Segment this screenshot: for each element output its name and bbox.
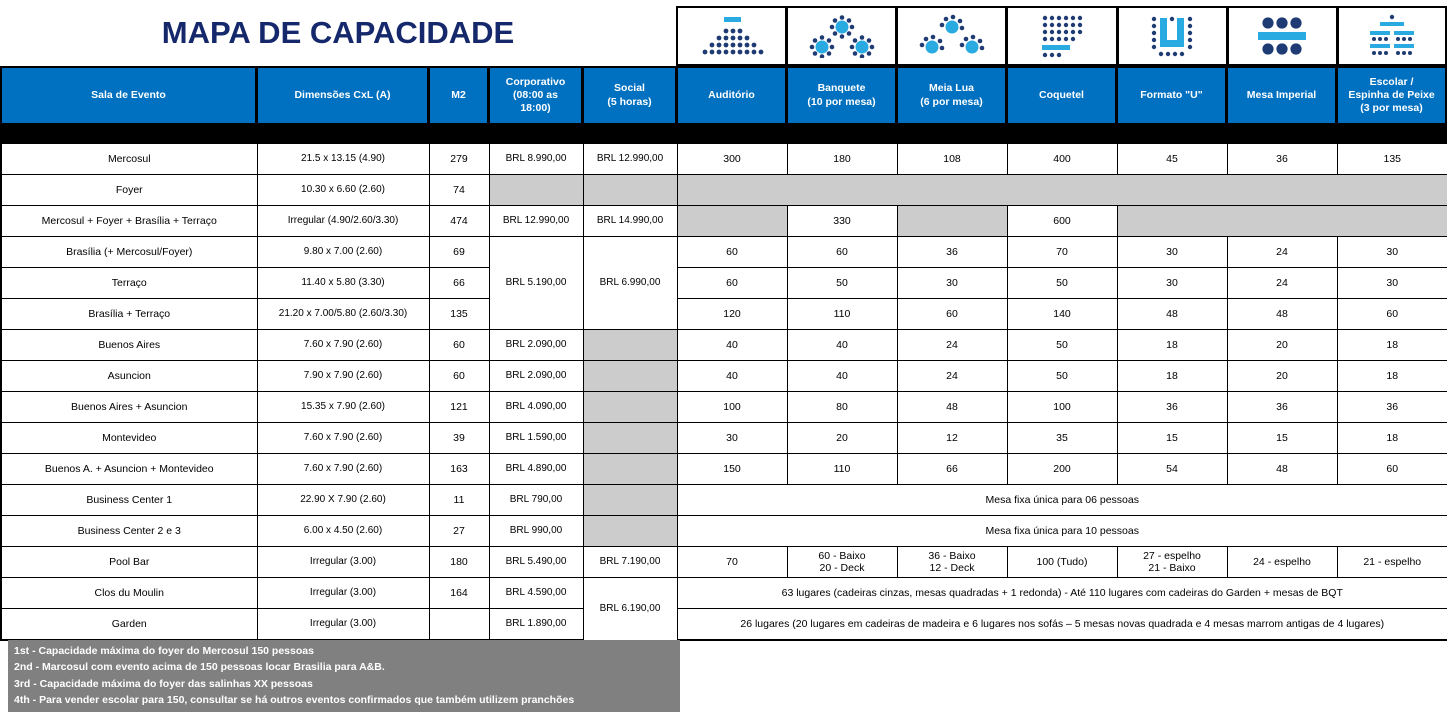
- half-moon-tables-icon: [906, 14, 998, 58]
- auditorium-seating-icon: [686, 15, 778, 57]
- cell-meia-lua: 108: [897, 143, 1007, 175]
- col-header-corporate-line3: 18:00): [520, 102, 551, 115]
- cell-imperial: 15: [1227, 423, 1337, 454]
- cell-auditorio: 300: [677, 143, 787, 175]
- table-row[interactable]: [1, 206, 1447, 237]
- cell-dimensions: 10.30 x 6.60 (2.60): [257, 175, 429, 206]
- cell-meia-lua: [897, 547, 1007, 578]
- cell-room: Brasília (+ Mercosul/Foyer): [1, 237, 257, 268]
- school-fishbone-icon-cell: [1337, 6, 1447, 66]
- table-row[interactable]: [1, 392, 1447, 423]
- cell-social: BRL 7.190,00: [583, 547, 677, 578]
- footnote-1: 1st - Capacidade máxima do foyer do Mercosul 150 pessoas: [14, 645, 314, 657]
- cell-m2: 60: [429, 330, 489, 361]
- cell-formato-u-line1: 27 - espelho: [1143, 549, 1201, 562]
- cell-meia-lua-unavailable: [897, 206, 1007, 237]
- cell-dimensions: Irregular (3.00): [257, 547, 429, 578]
- cell-room: Asuncion: [1, 361, 257, 392]
- cell-capacity-note: Mesa fixa única para 06 pessoas: [677, 485, 1447, 516]
- cell-room: Business Center 2 e 3: [1, 516, 257, 547]
- table-row[interactable]: [1, 143, 1447, 175]
- table-row[interactable]: [1, 454, 1447, 485]
- title-band: [0, 0, 676, 66]
- cell-meia-lua: 48: [897, 392, 1007, 423]
- cell-coquetel: 50: [1007, 330, 1117, 361]
- cell-meia-lua-line1: 36 - Baixo: [928, 549, 976, 562]
- cell-room: Buenos Aires: [1, 330, 257, 361]
- cell-corporate: BRL 5.490,00: [489, 547, 583, 578]
- cell-imperial: 24 - espelho: [1227, 547, 1337, 578]
- cell-m2: 74: [429, 175, 489, 206]
- cell-m2: 121: [429, 392, 489, 423]
- col-header-corporate-line1: Corporativo: [505, 75, 566, 88]
- col-header-escolar[interactable]: [1336, 66, 1447, 125]
- cell-social-unavailable: [583, 454, 677, 485]
- cell-escolar: 21 - espelho: [1337, 547, 1447, 578]
- col-header-coquetel-label: Coquetel: [1039, 88, 1084, 101]
- col-header-formato-u-label: Formato "U": [1140, 88, 1203, 101]
- cell-corporate: BRL 2.090,00: [489, 361, 583, 392]
- cell-social-unavailable: [583, 175, 677, 206]
- table-row[interactable]: [1, 609, 1447, 641]
- table-header-row: [0, 66, 1447, 125]
- cell-room: Brasília + Terraço: [1, 299, 257, 330]
- table-row[interactable]: [1, 268, 1447, 299]
- cell-formato-u: [1117, 547, 1227, 578]
- cell-banquete: 40: [787, 330, 897, 361]
- cell-corporate: BRL 4.890,00: [489, 454, 583, 485]
- cell-m2: 163: [429, 454, 489, 485]
- cell-coquetel: 35: [1007, 423, 1117, 454]
- cell-banquete: [787, 547, 897, 578]
- cell-room: Garden: [1, 609, 257, 641]
- cell-dimensions: 6.00 x 4.50 (2.60): [257, 516, 429, 547]
- cell-formato-u: 48: [1117, 299, 1227, 330]
- cell-coquetel: 400: [1007, 143, 1117, 175]
- cell-m2: [429, 609, 489, 641]
- cell-corporate: BRL 790,00: [489, 485, 583, 516]
- table-row[interactable]: [1, 330, 1447, 361]
- cell-dimensions: 7.60 x 7.90 (2.60): [257, 423, 429, 454]
- col-header-auditorio-label: Auditório: [708, 88, 755, 101]
- cell-dimensions: Irregular (3.00): [257, 609, 429, 641]
- footnotes-panel: [8, 640, 680, 712]
- cell-m2: 164: [429, 578, 489, 609]
- layout-icon-strip: [676, 6, 1447, 66]
- cell-m2: 11: [429, 485, 489, 516]
- cell-corporate: BRL 1.590,00: [489, 423, 583, 454]
- col-header-dimensions-label: Dimensões CxL (A): [294, 88, 391, 101]
- cell-escolar: 30: [1337, 237, 1447, 268]
- cell-coquetel: 140: [1007, 299, 1117, 330]
- cell-auditorio: 40: [677, 361, 787, 392]
- col-header-formato-u[interactable]: [1116, 66, 1226, 125]
- capacity-table: [0, 142, 1447, 641]
- cell-coquetel: 70: [1007, 237, 1117, 268]
- cell-corporate: BRL 990,00: [489, 516, 583, 547]
- cell-formato-u: 18: [1117, 330, 1227, 361]
- col-header-m2[interactable]: [428, 66, 488, 125]
- cell-social: BRL 14.990,00: [583, 206, 677, 237]
- u-shape-table-icon: [1142, 13, 1202, 59]
- cell-coquetel: 200: [1007, 454, 1117, 485]
- table-row[interactable]: [1, 547, 1447, 578]
- table-row[interactable]: [1, 578, 1447, 609]
- cell-auditorio: 120: [677, 299, 787, 330]
- cell-escolar: 30: [1337, 268, 1447, 299]
- auditorium-seating-icon-cell: [676, 6, 786, 66]
- cell-banquete: 50: [787, 268, 897, 299]
- cell-escolar: 18: [1337, 423, 1447, 454]
- table-row[interactable]: [1, 175, 1447, 206]
- cell-dimensions: 7.60 x 7.90 (2.60): [257, 454, 429, 485]
- cell-formato-u: 36: [1117, 392, 1227, 423]
- cell-imperial: 24: [1227, 268, 1337, 299]
- cell-meia-lua: 24: [897, 330, 1007, 361]
- col-header-banquete[interactable]: [786, 66, 896, 125]
- cell-dimensions: 15.35 x 7.90 (2.60): [257, 392, 429, 423]
- cell-auditorio: 40: [677, 330, 787, 361]
- cell-room: Pool Bar: [1, 547, 257, 578]
- cell-social-unavailable: [583, 330, 677, 361]
- cell-formato-u: 54: [1117, 454, 1227, 485]
- cell-dimensions: Irregular (3.00): [257, 578, 429, 609]
- cell-formato-u: 30: [1117, 237, 1227, 268]
- cell-imperial: 36: [1227, 143, 1337, 175]
- cell-social: BRL 12.990,00: [583, 143, 677, 175]
- cell-banquete: 110: [787, 299, 897, 330]
- cell-capacities-unavailable: [677, 175, 1447, 206]
- footnote-4: 4th - Para vender escolar para 150, consultar se há outros eventos confirmados que também utilizem pranchões: [14, 693, 575, 706]
- cell-capacity-note: 63 lugares (cadeiras cinzas, mesas quadradas + 1 redonda) - Até 110 lugares com cadeiras do Garden + mesas de BQT: [677, 578, 1447, 609]
- cell-m2: 135: [429, 299, 489, 330]
- cell-m2: 474: [429, 206, 489, 237]
- cell-escolar: 18: [1337, 330, 1447, 361]
- col-header-meia-lua[interactable]: [896, 66, 1006, 125]
- table-row[interactable]: [1, 361, 1447, 392]
- table-row[interactable]: [1, 423, 1447, 454]
- cell-dimensions: 7.90 x 7.90 (2.60): [257, 361, 429, 392]
- col-header-imperial[interactable]: [1226, 66, 1336, 125]
- school-fishbone-icon: [1352, 13, 1432, 59]
- cell-dimensions: 9.80 x 7.00 (2.60): [257, 237, 429, 268]
- cell-meia-lua: 60: [897, 299, 1007, 330]
- cell-meia-lua-line2: 12 - Deck: [929, 562, 975, 574]
- cell-corporate: BRL 4.590,00: [489, 578, 583, 609]
- header-separator-band: [0, 125, 1447, 142]
- col-header-m2-label: M2: [451, 88, 466, 101]
- cell-meia-lua: 24: [897, 361, 1007, 392]
- cell-banquete: 20: [787, 423, 897, 454]
- col-header-social-line2: (5 horas): [607, 95, 652, 108]
- col-header-banquete-line2: (10 por mesa): [807, 95, 876, 108]
- cell-room: Mercosul: [1, 143, 257, 175]
- cell-auditorio: 60: [677, 268, 787, 299]
- col-header-escolar-line1: Escolar /: [1369, 75, 1414, 88]
- cell-banquete: 80: [787, 392, 897, 423]
- footnote-2: 2nd - Marcosul com evento acima de 150 pessoas locar Brasilia para A&B.: [14, 661, 385, 674]
- col-header-coquetel[interactable]: [1006, 66, 1116, 125]
- cell-meia-lua: 30: [897, 268, 1007, 299]
- cell-capacities-unavailable: [1117, 206, 1447, 237]
- col-header-meia-lua-line2: (6 por mesa): [920, 95, 983, 108]
- cell-m2: 60: [429, 361, 489, 392]
- cell-m2: 66: [429, 268, 489, 299]
- cell-auditorio-unavailable: [677, 206, 787, 237]
- cell-m2: 27: [429, 516, 489, 547]
- cell-banquete: 330: [787, 206, 897, 237]
- cell-formato-u-line2: 21 - Baixo: [1148, 562, 1196, 574]
- imperial-table-icon: [1244, 15, 1320, 57]
- cell-capacity-note: Mesa fixa única para 10 pessoas: [677, 516, 1447, 547]
- page-title: MAPA DE CAPACIDADE: [161, 15, 515, 50]
- cell-formato-u: 30: [1117, 268, 1227, 299]
- imperial-table-icon-cell: [1227, 6, 1337, 66]
- cell-imperial: 36: [1227, 392, 1337, 423]
- cocktail-standing-icon-cell: [1006, 6, 1116, 66]
- col-header-meia-lua-line1: Meia Lua: [929, 82, 974, 95]
- cell-social-unavailable: [583, 392, 677, 423]
- cell-imperial: 24: [1227, 237, 1337, 268]
- cell-banquete: 60: [787, 237, 897, 268]
- cell-coquetel: 50: [1007, 268, 1117, 299]
- cell-auditorio: 150: [677, 454, 787, 485]
- cell-auditorio: 100: [677, 392, 787, 423]
- cell-imperial: 48: [1227, 299, 1337, 330]
- col-header-escolar-line2: Espinha de Peixe: [1348, 88, 1435, 101]
- col-header-corporate-line2: (08:00 as: [513, 88, 558, 101]
- cell-corporate: BRL 8.990,00: [489, 143, 583, 175]
- cell-auditorio: 30: [677, 423, 787, 454]
- col-header-social[interactable]: [582, 66, 676, 125]
- cell-social: BRL 6.190,00: [583, 578, 677, 641]
- cell-dimensions: 11.40 x 5.80 (3.30): [257, 268, 429, 299]
- cocktail-standing-icon: [1023, 13, 1101, 59]
- cell-dimensions: 7.60 x 7.90 (2.60): [257, 330, 429, 361]
- cell-room: Buenos Aires + Asuncion: [1, 392, 257, 423]
- cell-coquetel: 100: [1007, 392, 1117, 423]
- col-header-room-label: Sala de Evento: [91, 88, 166, 101]
- cell-dimensions: 21.5 x 13.15 (4.90): [257, 143, 429, 175]
- cell-banquete-line1: 60 - Baixo: [818, 549, 866, 562]
- cell-imperial: 48: [1227, 454, 1337, 485]
- cell-corporate-unavailable: [489, 175, 583, 206]
- footnote-3: 3rd - Capacidade máxima do foyer das salinhas XX pessoas: [14, 677, 313, 690]
- cell-escolar: 60: [1337, 454, 1447, 485]
- col-header-dimensions[interactable]: [256, 66, 428, 125]
- col-header-social-line1: Social: [614, 82, 645, 95]
- cell-m2: 180: [429, 547, 489, 578]
- table-row[interactable]: [1, 485, 1447, 516]
- cell-social-unavailable: [583, 361, 677, 392]
- cell-imperial: 20: [1227, 361, 1337, 392]
- cell-banquete: 180: [787, 143, 897, 175]
- cell-formato-u: 15: [1117, 423, 1227, 454]
- cell-corporate: BRL 5.190,00: [489, 237, 583, 330]
- cell-escolar: 36: [1337, 392, 1447, 423]
- cell-corporate: BRL 4.090,00: [489, 392, 583, 423]
- cell-dimensions: Irregular (4.90/2.60/3.30): [257, 206, 429, 237]
- cell-capacity-note: 26 lugares (20 lugares em cadeiras de madeira e 6 lugares nos sofás – 5 mesas novas quadrada e 4 mesas marrom antigas de 4 lugares): [677, 609, 1447, 641]
- table-row[interactable]: [1, 516, 1447, 547]
- half-moon-tables-icon-cell: [896, 6, 1006, 66]
- cell-corporate: BRL 2.090,00: [489, 330, 583, 361]
- cell-room: Business Center 1: [1, 485, 257, 516]
- cell-escolar: 60: [1337, 299, 1447, 330]
- cell-social-unavailable: [583, 516, 677, 547]
- table-row[interactable]: [1, 299, 1447, 330]
- banquet-round-tables-icon-cell: [786, 6, 896, 66]
- cell-coquetel: 600: [1007, 206, 1117, 237]
- col-header-auditorio[interactable]: [676, 66, 786, 125]
- cell-meia-lua: 36: [897, 237, 1007, 268]
- cell-escolar: 18: [1337, 361, 1447, 392]
- cell-coquetel: 50: [1007, 361, 1117, 392]
- cell-escolar: 135: [1337, 143, 1447, 175]
- cell-room: Buenos A. + Asuncion + Montevideo: [1, 454, 257, 485]
- cell-room: Mercosul + Foyer + Brasília + Terraço: [1, 206, 257, 237]
- col-header-corporate[interactable]: [488, 66, 582, 125]
- table-row[interactable]: [1, 237, 1447, 268]
- col-header-banquete-line1: Banquete: [817, 82, 866, 95]
- cell-social-unavailable: [583, 423, 677, 454]
- cell-coquetel: 100 (Tudo): [1007, 547, 1117, 578]
- cell-room: Foyer: [1, 175, 257, 206]
- cell-meia-lua: 12: [897, 423, 1007, 454]
- cell-imperial: 20: [1227, 330, 1337, 361]
- cell-formato-u: 45: [1117, 143, 1227, 175]
- cell-banquete: 110: [787, 454, 897, 485]
- cell-social: BRL 6.990,00: [583, 237, 677, 330]
- cell-room: Clos du Moulin: [1, 578, 257, 609]
- cell-social-unavailable: [583, 485, 677, 516]
- cell-banquete-line2: 20 - Deck: [819, 562, 865, 574]
- cell-banquete: 40: [787, 361, 897, 392]
- cell-meia-lua: 66: [897, 454, 1007, 485]
- col-header-escolar-line3: (3 por mesa): [1360, 102, 1423, 115]
- cell-dimensions: 21.20 x 7.00/5.80 (2.60/3.30): [257, 299, 429, 330]
- cell-m2: 39: [429, 423, 489, 454]
- cell-auditorio: 70: [677, 547, 787, 578]
- cell-dimensions: 22.90 X 7.90 (2.60): [257, 485, 429, 516]
- cell-corporate: BRL 1.890,00: [489, 609, 583, 641]
- cell-corporate: BRL 12.990,00: [489, 206, 583, 237]
- cell-auditorio: 60: [677, 237, 787, 268]
- col-header-imperial-label: Mesa Imperial: [1246, 88, 1317, 101]
- cell-m2: 279: [429, 143, 489, 175]
- col-header-room[interactable]: [0, 66, 256, 125]
- banquet-round-tables-icon: [796, 14, 888, 58]
- cell-room: Terraço: [1, 268, 257, 299]
- cell-formato-u: 18: [1117, 361, 1227, 392]
- cell-m2: 69: [429, 237, 489, 268]
- cell-room: Montevideo: [1, 423, 257, 454]
- u-shape-table-icon-cell: [1117, 6, 1227, 66]
